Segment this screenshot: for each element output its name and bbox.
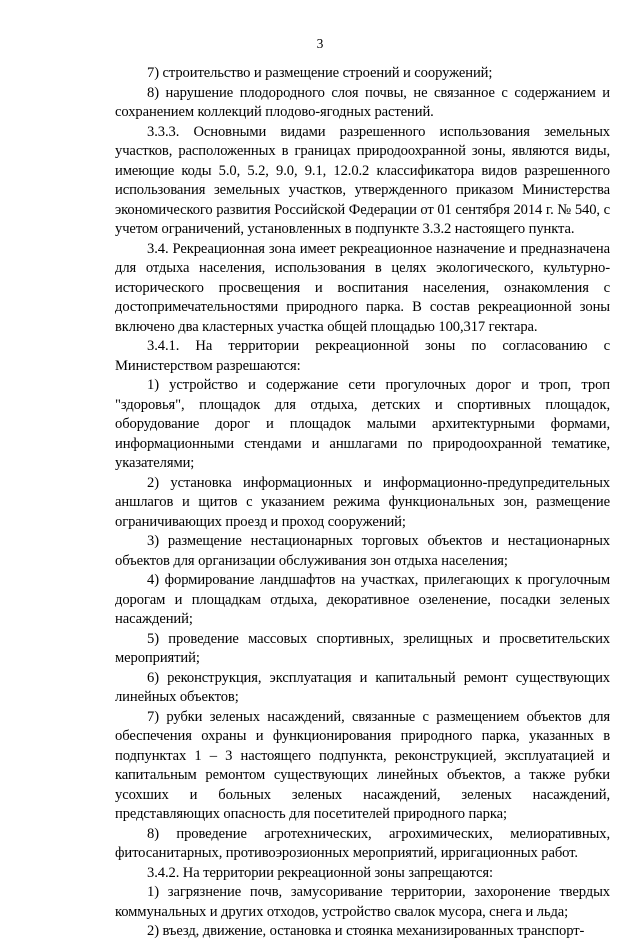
paragraph-item-7-construction: 7) строительство и размещение строений и сооружений; <box>147 65 493 81</box>
page-number: 3 <box>316 36 324 51</box>
list-item-3-trade-objects: 3) размещение нестационарных торговых объектов и нестационарных объектов для организации обслуживания зон отдыха населения; <box>115 533 610 569</box>
list-item-6-reconstruction: 6) реконструкция, эксплуатация и капитальный ремонт существующих линейных объектов; <box>115 669 610 705</box>
list-item-7-tree-felling: 7) рубки зеленых насаждений, связанные с размещением объектов для обеспечения охраны и функционирования природного парка, указанных в подпунктах 1 – 3 настоящего подпункта, реконструкцией, эксплуатацией и капитальным ремонтом существующих линейных объектов, а также рубки усохших и больных зеленых насаждений, зеленых насаждений, представляющих опасность для посетителей природного парка; <box>115 708 610 822</box>
list-item-5-events: 5) проведение массовых спортивных, зрелищных и просветительских мероприятий; <box>115 630 610 666</box>
document-body <box>115 64 610 942</box>
list-item-2-signs: 2) установка информационных и информационно-предупредительных аншлагов и щитов с указанием режима функциональных зон, размещение ограничивающих проезд и проход сооружений; <box>115 474 610 530</box>
list-item-2-vehicles: 2) въезд, движение, остановка и стоянка механизированных транспорт- <box>147 923 585 939</box>
paragraph-3-4-2: 3.4.2. На территории рекреационной зоны запрещаются: <box>147 864 493 881</box>
paragraph-3-4-1: 3.4.1. На территории рекреационной зоны по согласованию с Министерством разрешаются: <box>115 338 610 374</box>
list-item-4-landscapes: 4) формирование ландшафтов на участках, прилегающих к прогулочным дорогам и площадкам отдыха, декоративное озеленение, посадки зеленых насаждений; <box>115 572 610 627</box>
list-item-8-agro-measures: 8) проведение агротехнических, агрохимических, мелиоративных, фитосанитарных, противоэрозионных мероприятий, ирригационных работ. <box>115 825 610 861</box>
paragraph-3-3-3: 3.3.3. Основными видами разрешенного использования земельных участков, расположенных в границах природоохранной зоны, являются виды, имеющие коды 5.0, 5.2, 9.0, 9.1, 12.0.2 классификатора видов разрешенного использования земельных участков, утвержденного приказом Министерства экономического развития Российской Федерации от 01 сентября 2014 г. № 540, с учетом ограничений, установленных в подпункте 3.3.2 настоящего пункта. <box>115 123 610 237</box>
paragraph-item-8-soil: 8) нарушение плодородного слоя почвы, не связанное с содержанием и сохранением коллекций плодово-ягодных растений. <box>115 84 610 120</box>
list-item-1-pollution: 1) загрязнение почв, замусоривание территории, захоронение твердых коммунальных и других отходов, устройство свалок мусора, снега и льда; <box>115 884 610 920</box>
paragraph-3-4: 3.4. Рекреационная зона имеет рекреационное назначение и предназначена для отдыха населения, использования в целях экологического, культурно-исторического просвещения и воспитания населения, ознакомления с достопримечательностями природного парка. В состав рекреационной зоны включено два кластерных участка общей площадью 100,317 гектара. <box>115 240 610 335</box>
list-item-1-trails: 1) устройство и содержание сети прогулочных дорог и троп, троп "здоровья", площадок для отдыха, детских и спортивных площадок, оборудование дорог и площадок малыми архитектурными формами, информационными стендами и аншлагами по природоохранной тематике, указателями; <box>115 377 610 471</box>
